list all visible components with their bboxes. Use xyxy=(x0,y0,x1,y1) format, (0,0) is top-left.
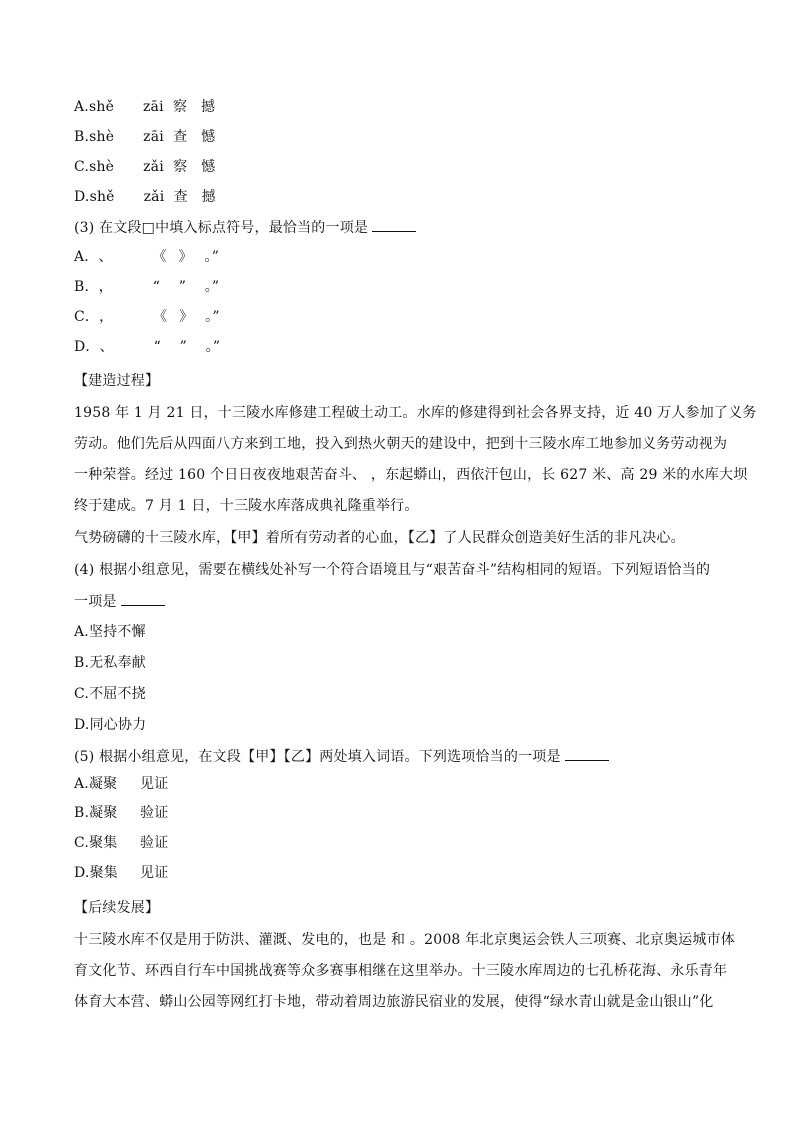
mark-2: “ xyxy=(153,339,161,355)
word-a: D.聚集 xyxy=(74,865,118,881)
paragraph-line: 气势磅礴的十三陵水库，【甲】着所有劳动者的心血，【乙】了人民群众创造美好生活的非凡决心。 xyxy=(74,530,685,546)
q2-option-d[interactable] xyxy=(74,187,216,207)
option-letter: A. xyxy=(74,99,89,115)
q3-option-d[interactable] xyxy=(74,337,220,357)
pinyin-2: zǎi xyxy=(143,189,165,205)
q2-option-a[interactable] xyxy=(74,97,215,117)
q3-option-c[interactable] xyxy=(74,307,220,327)
q4-option-b[interactable]: B.无私奉献 xyxy=(74,655,146,671)
q2-option-c[interactable] xyxy=(74,157,215,177)
word-2: 憾 xyxy=(201,129,216,145)
mark-2: 《 xyxy=(152,249,167,265)
word-a: B.凝聚 xyxy=(74,805,118,821)
paragraph-line: 劳动。他们先后从四面八方来到工地，投入到热火朝天的建设中，把到十三陵水库工地参加义务劳动视为 xyxy=(74,436,728,452)
mark-4: 。” xyxy=(205,309,220,325)
word-1: 察 xyxy=(172,99,188,115)
pinyin-2: zāi xyxy=(143,129,164,145)
section-heading-build: 【建造过程】 xyxy=(74,373,160,389)
q2-option-b[interactable] xyxy=(74,127,215,147)
q3-prompt-text: (3) 在文段□中填入标点符号，最恰当的一项是 xyxy=(74,220,369,236)
option-letter: B． xyxy=(74,279,99,295)
mark-4: 。” xyxy=(204,249,220,265)
option-letter: B. xyxy=(74,129,90,145)
word-b: 见证 xyxy=(140,776,169,792)
word-a: A.凝聚 xyxy=(74,776,118,792)
q4-prompt-line-1: (4) 根据小组意见，需要在横线处补写一个符合语境且与“艰苦奋斗”结构相同的短语。下列短语恰当的 xyxy=(74,562,711,578)
word-1: 查 xyxy=(173,129,188,145)
word-2: 撼 xyxy=(201,189,216,205)
answer-blank[interactable] xyxy=(372,218,416,232)
answer-blank[interactable] xyxy=(565,747,609,761)
q4-prompt-line-2 xyxy=(74,592,165,612)
word-1: 查 xyxy=(173,189,188,205)
mark-1: ， xyxy=(99,309,114,325)
paragraph-line: 1958 年 1 月 21 日，十三陵水库修建工程破土动工。水库的修建得到社会各界支持，近 40 万人参加了义务 xyxy=(74,405,757,421)
option-letter: C. xyxy=(74,159,90,175)
word-b: 验证 xyxy=(140,835,169,851)
paragraph-line: 终于建成。7 月 1 日，十三陵水库落成典礼隆重举行。 xyxy=(74,498,419,514)
paragraph-line: 一种荣誉。经过 160 个日日夜夜地艰苦奋斗、 ，东起蟒山，西依汗包山，长 627 米、高 29 米的水库大坝 xyxy=(74,467,748,483)
option-letter: A． xyxy=(74,249,99,265)
q3-option-a[interactable] xyxy=(74,247,219,267)
q5-option-a[interactable] xyxy=(74,774,168,794)
q5-prompt-text: (5) 根据小组意见，在文段【甲】【乙】两处填入词语。下列选项恰当的一项是 xyxy=(74,749,561,765)
q3-prompt xyxy=(74,218,416,238)
mark-4: 。” xyxy=(204,279,220,295)
mark-1: ， xyxy=(98,279,113,295)
paragraph-line: 体育大本营、蟒山公园等网红打卡地，带动着周边旅游民宿业的发展，使得“绿水青山就是金山银山”化 xyxy=(74,994,714,1010)
option-letter: D. xyxy=(74,189,90,205)
option-letter: D． xyxy=(74,339,100,355)
q4-option-a[interactable]: A.坚持不懈 xyxy=(74,624,146,640)
mark-3: 》 xyxy=(179,309,194,325)
pinyin-2: zāi xyxy=(142,99,164,115)
q3-option-b[interactable] xyxy=(74,277,219,297)
pinyin-1: shě xyxy=(89,189,115,205)
mark-1: 、 xyxy=(98,249,113,265)
q4-option-d[interactable]: D.同心协力 xyxy=(74,717,147,733)
mark-3: ” xyxy=(178,279,187,295)
q5-option-c[interactable] xyxy=(74,833,168,853)
mark-1: 、 xyxy=(99,339,114,355)
section-heading-later: 【后续发展】 xyxy=(74,900,160,916)
mark-3: ” xyxy=(179,339,187,355)
option-letter: C． xyxy=(74,309,100,325)
word-b: 见证 xyxy=(140,865,169,881)
word-2: 撼 xyxy=(200,99,216,115)
q5-option-b[interactable] xyxy=(74,803,168,823)
q5-prompt xyxy=(74,747,609,767)
mark-2: “ xyxy=(152,279,161,295)
pinyin-1: shě xyxy=(88,99,115,115)
pinyin-1: shè xyxy=(89,129,115,145)
mark-2: 《 xyxy=(153,309,168,325)
answer-blank[interactable] xyxy=(121,592,165,606)
q4-option-c[interactable]: C.不屈不挠 xyxy=(74,686,146,702)
paragraph-line: 育文化节、环西自行车中国挑战赛等众多赛事相继在这里举办。十三陵水库周边的七孔桥花海、永乐青年 xyxy=(74,963,728,979)
word-2: 憾 xyxy=(201,159,216,175)
mark-3: 》 xyxy=(178,249,193,265)
word-b: 验证 xyxy=(140,805,169,821)
mark-4: 。” xyxy=(205,339,221,355)
word-1: 察 xyxy=(173,159,188,175)
q5-option-d[interactable] xyxy=(74,863,168,883)
paragraph-line: 十三陵水库不仅是用于防洪、灌溉、发电的，也是 和 。2008 年北京奥运会铁人三项赛、北京奥运城市体 xyxy=(74,932,735,948)
pinyin-2: zǎi xyxy=(143,159,164,175)
pinyin-1: shè xyxy=(89,159,115,175)
q4-prompt-text: 一项是 xyxy=(74,594,117,610)
word-a: C.聚集 xyxy=(74,835,118,851)
